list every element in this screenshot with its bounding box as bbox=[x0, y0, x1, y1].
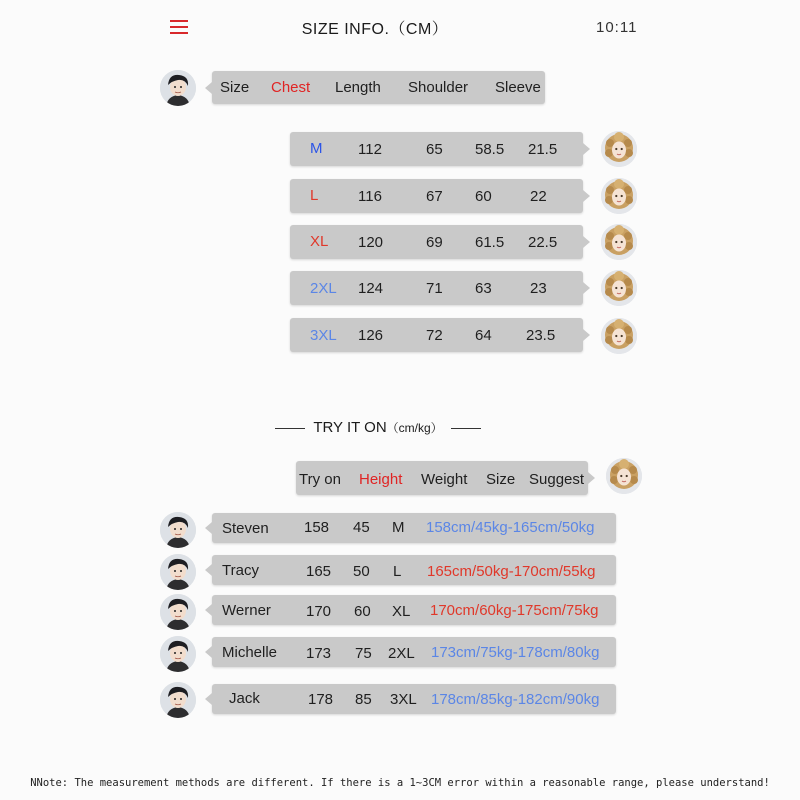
header-height: Height bbox=[359, 471, 403, 488]
dark-haired-man-avatar-icon bbox=[160, 512, 196, 548]
sleeve-value: 23.5 bbox=[526, 327, 556, 344]
length-value: 65 bbox=[426, 141, 443, 158]
try-on-row bbox=[212, 555, 616, 585]
dark-haired-man-avatar-icon bbox=[160, 554, 196, 590]
blonde-curly-hair-avatar-icon bbox=[601, 318, 637, 354]
weight-value: 60 bbox=[354, 603, 371, 620]
blonde-curly-hair-avatar-icon bbox=[601, 131, 637, 167]
chest-value: 120 bbox=[358, 234, 384, 251]
weight-value: 85 bbox=[355, 691, 372, 708]
blonde-curly-hair-avatar-icon bbox=[601, 270, 637, 306]
height-value: 178 bbox=[308, 691, 334, 708]
size-label: 3XL bbox=[310, 327, 337, 344]
measurement-note: NNote: The measurement methods are different. If there is a 1~3CM error within a reasonable range, please understand! bbox=[30, 777, 770, 789]
size-label: L bbox=[310, 187, 319, 204]
blonde-curly-hair-avatar-icon bbox=[601, 224, 637, 260]
sleeve-value: 21.5 bbox=[528, 141, 558, 158]
height-value: 173 bbox=[306, 645, 332, 662]
status-time: 10:11 bbox=[596, 19, 638, 36]
dark-haired-man-avatar-icon bbox=[160, 682, 196, 718]
suggest-range: 178cm/85kg-182cm/90kg bbox=[431, 691, 600, 708]
page-title: SIZE INFO.（CM） bbox=[301, 21, 449, 38]
length-value: 69 bbox=[426, 234, 443, 251]
sleeve-value: 22.5 bbox=[528, 234, 558, 251]
heading-divider bbox=[275, 428, 305, 429]
try-on-heading bbox=[0, 419, 756, 436]
header-size: Size bbox=[486, 471, 516, 488]
person-name: Michelle bbox=[222, 644, 278, 661]
shoulder-value: 61.5 bbox=[475, 234, 505, 251]
heading-divider bbox=[451, 428, 481, 429]
chest-value: 126 bbox=[358, 327, 384, 344]
suggest-range: 158cm/45kg-165cm/50kg bbox=[426, 519, 595, 536]
size-table-header bbox=[212, 71, 545, 104]
suggest-range: 170cm/60kg-175cm/75kg bbox=[430, 602, 599, 619]
weight-value: 45 bbox=[353, 519, 370, 536]
weight-value: 75 bbox=[355, 645, 372, 662]
header-try-on: Try on bbox=[299, 471, 341, 488]
try-on-row bbox=[212, 513, 616, 543]
size-value: 3XL bbox=[390, 691, 417, 708]
size-label: 2XL bbox=[310, 280, 337, 297]
size-row bbox=[290, 132, 583, 166]
header-shoulder: Shoulder bbox=[408, 79, 469, 96]
try-on-unit: （cm/kg） bbox=[386, 421, 443, 435]
size-label: XL bbox=[310, 233, 329, 250]
shoulder-value: 58.5 bbox=[475, 141, 505, 158]
header-length: Length bbox=[335, 79, 381, 96]
length-value: 71 bbox=[426, 280, 443, 297]
sleeve-value: 22 bbox=[530, 188, 547, 205]
person-name: Tracy bbox=[222, 562, 259, 579]
size-value: XL bbox=[392, 603, 411, 620]
dark-haired-man-avatar-icon bbox=[160, 70, 196, 106]
header-weight: Weight bbox=[421, 471, 468, 488]
header-chest: Chest bbox=[271, 79, 311, 96]
chest-value: 124 bbox=[358, 280, 384, 297]
try-on-row bbox=[212, 684, 616, 714]
height-value: 170 bbox=[306, 603, 332, 620]
person-name: Jack bbox=[229, 690, 260, 707]
person-name: Steven bbox=[222, 520, 269, 537]
dark-haired-man-avatar-icon bbox=[160, 594, 196, 630]
shoulder-value: 63 bbox=[475, 280, 492, 297]
try-on-row bbox=[212, 637, 616, 667]
person-name: Werner bbox=[222, 602, 271, 619]
shoulder-value: 64 bbox=[475, 327, 492, 344]
header-sleeve: Sleeve bbox=[495, 79, 541, 96]
size-row bbox=[290, 179, 583, 213]
suggest-range: 165cm/50kg-170cm/55kg bbox=[427, 563, 596, 580]
shoulder-value: 60 bbox=[475, 188, 492, 205]
size-value: 2XL bbox=[388, 645, 415, 662]
dark-haired-man-avatar-icon bbox=[160, 636, 196, 672]
header-size: Size bbox=[220, 79, 250, 96]
size-row bbox=[290, 318, 583, 352]
size-row bbox=[290, 271, 583, 305]
size-label: M bbox=[310, 140, 323, 157]
height-value: 158 bbox=[304, 519, 330, 536]
suggest-range: 173cm/75kg-178cm/80kg bbox=[431, 644, 600, 661]
height-value: 165 bbox=[306, 563, 332, 580]
size-value: L bbox=[393, 563, 402, 580]
size-value: M bbox=[392, 519, 405, 536]
size-row bbox=[290, 225, 583, 259]
chest-value: 116 bbox=[358, 188, 382, 205]
try-on-title: TRY IT ON bbox=[313, 419, 387, 436]
try-on-row bbox=[212, 595, 616, 625]
header-suggest: Suggest bbox=[529, 471, 585, 488]
length-value: 67 bbox=[426, 188, 443, 205]
chest-value: 112 bbox=[358, 141, 382, 158]
length-value: 72 bbox=[426, 327, 443, 344]
blonde-curly-hair-avatar-icon bbox=[601, 178, 637, 214]
try-on-table-header bbox=[296, 461, 588, 495]
sleeve-value: 23 bbox=[530, 280, 547, 297]
blonde-curly-hair-avatar-icon bbox=[606, 458, 642, 494]
weight-value: 50 bbox=[353, 563, 370, 580]
